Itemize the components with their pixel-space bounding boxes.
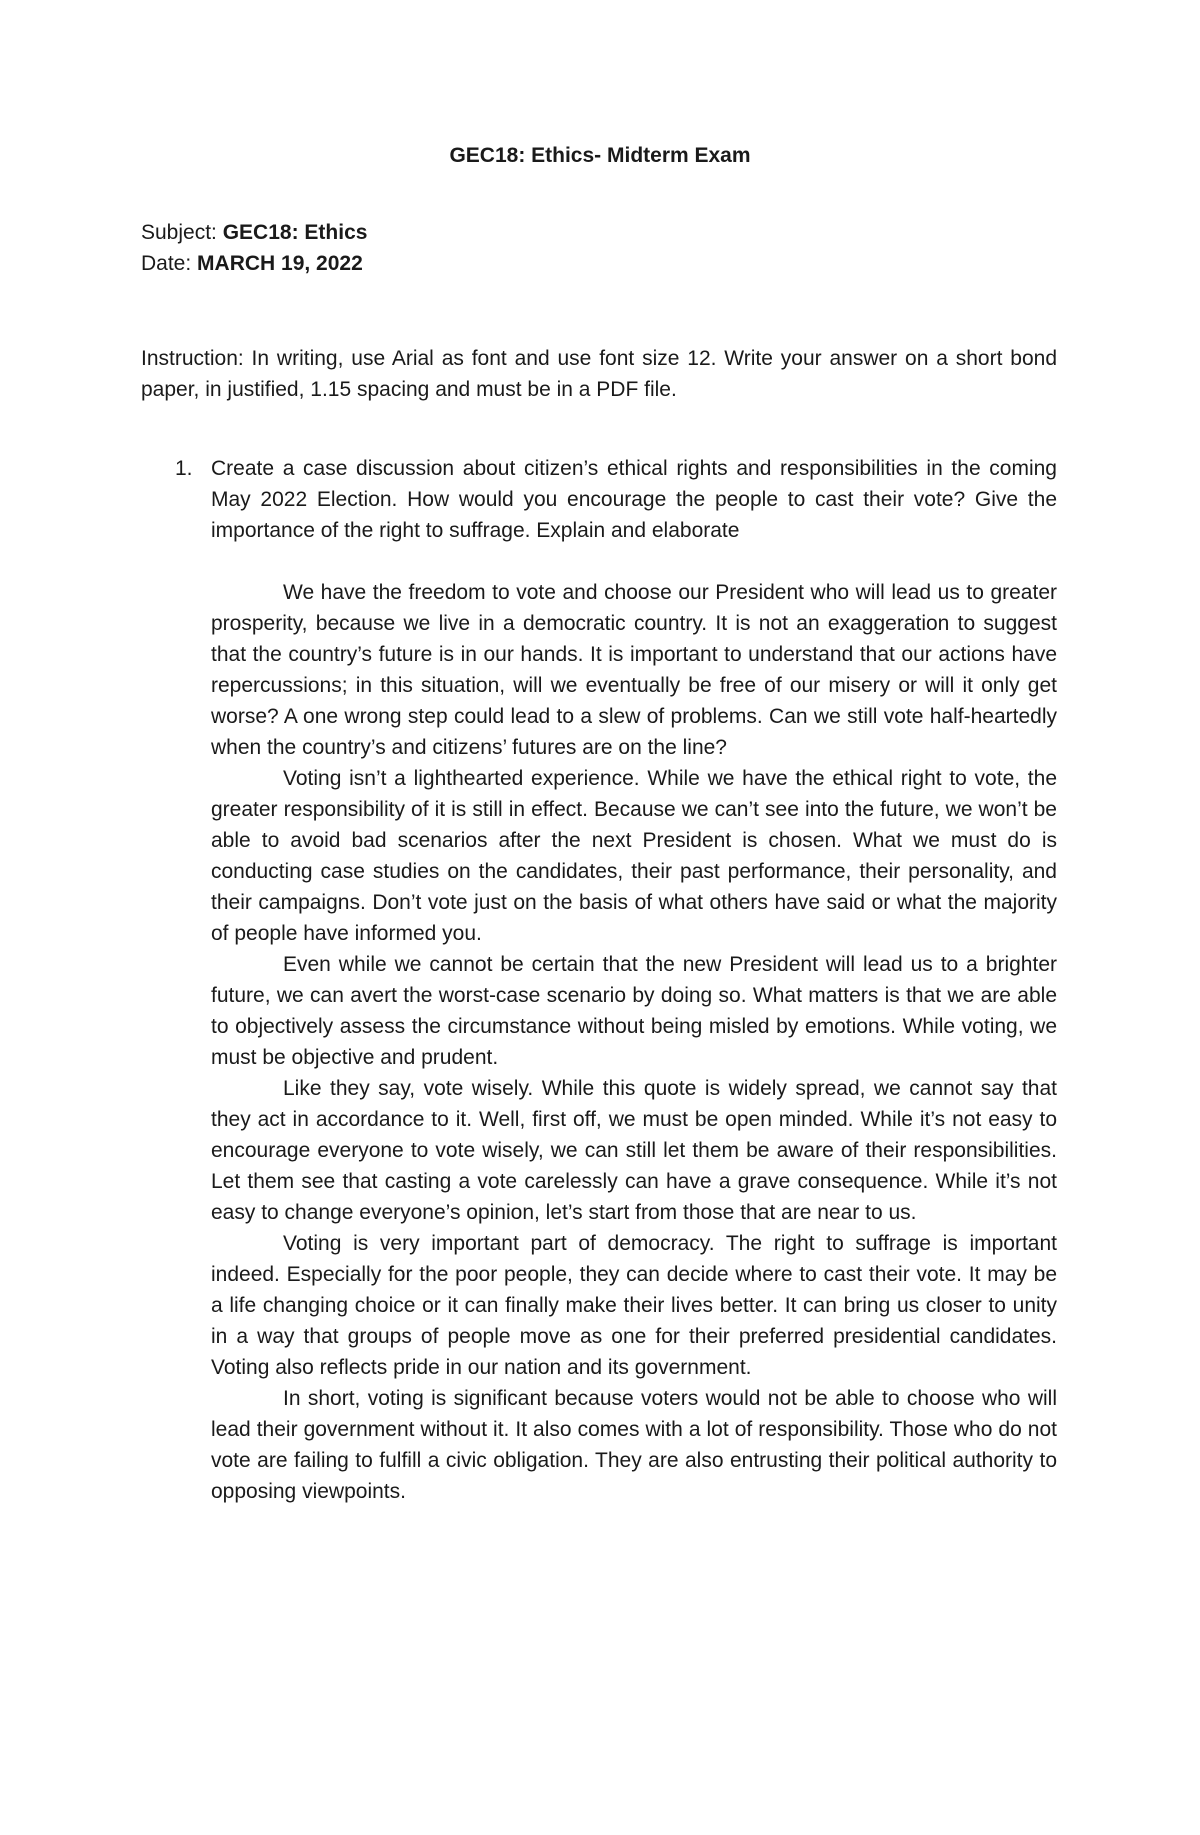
answer-paragraph: Voting is very important part of democracy. The right to suffrage is important indeed. Especially for the poor people, they can decide where to cast their vote. It may be a life changing choice or it can finally make their lives better. It can bring us closer to unity in a way that groups of people move as one for their preferred presidential candidates. Voting also reflects pride in our nation and its government. — [211, 1232, 1057, 1379]
answer-paragraph: Like they say, vote wisely. While this quote is widely spread, we cannot say that they act in accordance to it. Well, first off, we must be open minded. While it’s not easy to encourage everyone to vote wisely, we can still let them be aware of their responsibilities. Let them see that casting a vote carelessly can have a grave consequence. While it’s not easy to change everyone’s opinion, let’s start from those that are near to us. — [211, 1077, 1057, 1224]
answer-paragraph: In short, voting is significant because voters would not be able to choose who will lead their government without it. It also comes with a lot of responsibility. Those who do not vote are failing to fulfill a civic obligation. They are also entrusting their political authority to opposing viewpoints. — [211, 1387, 1057, 1503]
instruction-text: Instruction: In writing, use Arial as font and use font size 12. Write your answer on a short bond paper, in justified, 1.15 spacing and must be in a PDF file. — [141, 347, 1057, 401]
subject-label: Subject: — [141, 221, 223, 244]
date-value: MARCH 19, 2022 — [197, 252, 363, 275]
answer-body — [211, 577, 1057, 1507]
question-number: 1. — [175, 457, 193, 480]
date-label: Date: — [141, 252, 198, 275]
date-line — [141, 250, 1061, 278]
answer-paragraph: Even while we cannot be certain that the new President will lead us to a brighter future, we can avert the worst-case scenario by doing so. What matters is that we are able to objectively assess the circumstance without being misled by emotions. While voting, we must be objective and prudent. — [211, 953, 1057, 1069]
subject-value: GEC18: Ethics — [222, 221, 368, 244]
answer-paragraph: Voting isn’t a lighthearted experience. While we have the ethical right to vote, the greater responsibility of it is still in effect. Because we can’t see into the future, we won’t be able to avoid bad scenarios after the next President is chosen. What we must do is conducting case studies on the candidates, their past performance, their personality, and their campaigns. Don’t vote just on the basis of what others have said or what the majority of people have informed you. — [211, 767, 1057, 945]
document-title: GEC18: Ethics- Midterm Exam — [449, 144, 751, 167]
answer-paragraph: We have the freedom to vote and choose our President who will lead us to greater prosperity, because we live in a democratic country. It is not an exaggeration to suggest that the country’s future is in our hands. It is important to understand that our actions have repercussions; in this situation, will we eventually be free of our misery or will it only get worse? A one wrong step could lead to a slew of problems. Can we still vote half-heartedly when the country’s and citizens’ futures are on the line? — [211, 581, 1057, 759]
question-text: Create a case discussion about citizen’s ethical rights and responsibilities in the coming May 2022 Election. How would you encourage the people to cast their vote? Give the importance of the right to suffrage. Explain and elaborate — [211, 457, 1057, 542]
subject-line — [141, 219, 1061, 247]
